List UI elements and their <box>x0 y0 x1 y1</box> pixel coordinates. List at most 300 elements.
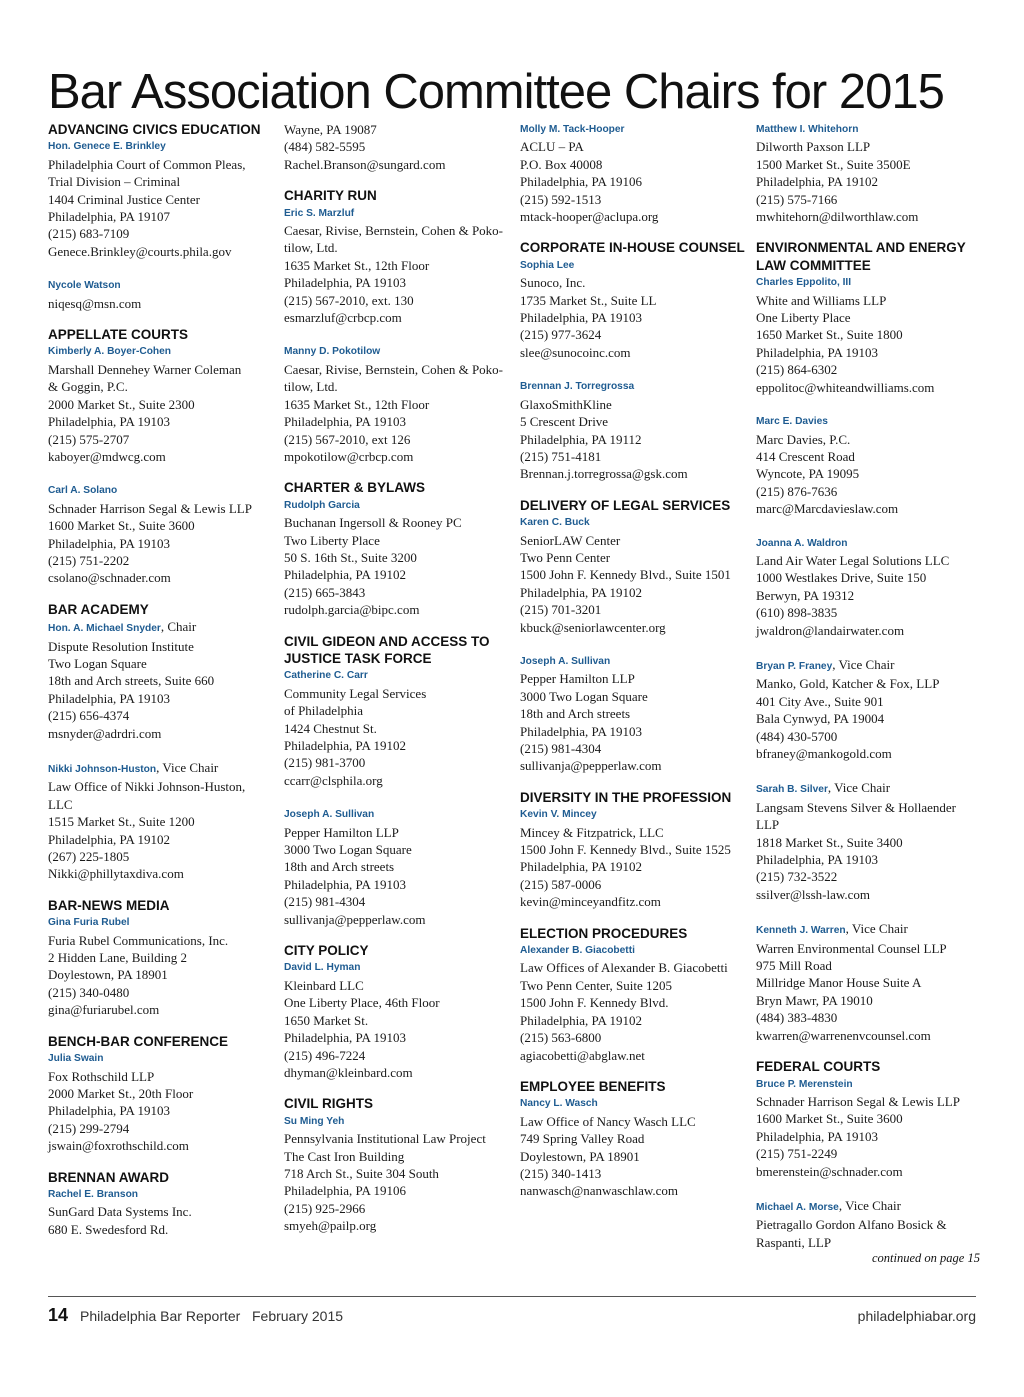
chair-name: Joseph A. Sullivan <box>520 655 611 667</box>
address-line: 1404 Criminal Justice Center <box>48 191 201 207</box>
address-line: Trial Division – Criminal <box>48 174 181 190</box>
chair-entry <box>520 378 746 482</box>
chair-entry <box>520 1095 746 1199</box>
chair-entry <box>520 514 746 636</box>
chair-name: Molly M. Tack-Hooper <box>520 124 625 135</box>
committee-heading: CHARTER & BYLAWS <box>284 480 425 496</box>
email-link[interactable]: gina@furiarubel.com <box>48 1002 160 1018</box>
email-link[interactable]: msnyder@adrdri.com <box>48 725 162 741</box>
address-line: Philadelphia, PA 19102 <box>756 174 878 190</box>
address-line: 680 E. Swedesford Rd. <box>48 1221 169 1237</box>
email-link[interactable]: kaboyer@mdwcg.com <box>48 448 166 464</box>
email-link[interactable]: esmarzluf@crbcp.com <box>284 310 402 326</box>
chair-entry <box>756 1197 982 1251</box>
chair-name: Kimberly A. Boyer-Cohen <box>48 346 172 358</box>
address-line: (215) 665-3843 <box>284 584 366 600</box>
email-link[interactable]: sullivanja@pepperlaw.com <box>284 911 426 927</box>
email-link[interactable]: agiacobetti@abglaw.net <box>520 1047 645 1063</box>
committee-heading: DELIVERY OF LEGAL SERVICES <box>520 497 731 513</box>
column-2 <box>284 121 510 1235</box>
address-line: (215) 981-4304 <box>520 741 602 756</box>
chair-name-line <box>48 759 274 778</box>
chair-name: Alexander B. Giacobetti <box>520 945 635 957</box>
chair-name: Brennan J. Torregrossa <box>520 381 635 393</box>
chair-name-line <box>520 1095 746 1112</box>
email-link[interactable]: kbuck@seniorlawcenter.org <box>520 619 666 635</box>
address-line: 1500 John F. Kennedy Blvd. <box>520 995 669 1011</box>
address-line: Marc Davies, P.C. <box>756 431 851 447</box>
address-line: 1635 Market St., 12th Floor <box>284 257 430 273</box>
address-line: Dispute Resolution Institute <box>48 638 194 654</box>
chair-entry <box>48 1050 274 1154</box>
chair-name-line <box>284 1113 510 1130</box>
address-line: (215) 701-3201 <box>520 602 602 618</box>
chair-name-line <box>756 274 982 291</box>
address-line: Dilworth Paxson LLP <box>756 139 871 155</box>
chair-name-line <box>48 277 274 294</box>
address-line: 3000 Two Logan Square <box>520 688 648 704</box>
chair-name-line <box>520 257 746 274</box>
page-number: 14 <box>48 1305 69 1325</box>
address-line: SeniorLAW Center <box>520 532 621 548</box>
committee-heading: CORPORATE IN-HOUSE COUNSEL <box>520 240 745 256</box>
address-line: (484) 383-4830 <box>756 1010 838 1026</box>
chair-name-line <box>756 1076 982 1093</box>
chair-role: , Vice Chair <box>827 780 891 796</box>
chair-name: Rudolph Garcia <box>284 499 360 511</box>
address-line: GlaxoSmithKline <box>520 396 612 412</box>
committee-heading: BENCH-BAR CONFERENCE <box>48 1033 229 1049</box>
address-line: Manko, Gold, Katcher & Fox, LLP <box>756 676 940 692</box>
address-line: 1735 Market St., Suite LL <box>520 292 657 308</box>
address-line: Buchanan Ingersoll & Rooney PC <box>284 515 462 531</box>
email-link[interactable]: ssilver@lssh-law.com <box>756 886 871 902</box>
address-line: Sunoco, Inc. <box>520 275 586 291</box>
chair-entry <box>756 274 982 396</box>
email-link[interactable]: Rachel.Branson@sungard.com <box>284 156 446 172</box>
address-line: Langsam Stevens Silver & Hollaender <box>756 799 957 815</box>
chair-name: Karen C. Buck <box>520 517 590 529</box>
address-line: Philadelphia, PA 19103 <box>48 1103 170 1119</box>
chair-entry <box>48 618 274 742</box>
address-line: 2000 Market St., Suite 2300 <box>48 396 195 412</box>
chair-name-line <box>284 959 510 976</box>
address-line: Philadelphia, PA 19102 <box>520 859 642 875</box>
chair-name: Charles Eppolito, III <box>756 277 852 289</box>
address-line: Philadelphia, PA 19103 <box>756 344 878 360</box>
address-line: ACLU – PA <box>520 139 584 155</box>
chair-name: Sophia Lee <box>520 259 575 271</box>
address-line: of Philadelphia <box>284 703 364 719</box>
chair-entry <box>284 497 510 619</box>
address-line: Two Liberty Place <box>284 532 380 548</box>
address-line: 718 Arch St., Suite 304 South <box>284 1165 439 1181</box>
chair-name-line <box>520 514 746 531</box>
chair-name-line <box>756 1197 982 1216</box>
address-line: 1500 Market St., Suite 3500E <box>756 156 911 172</box>
address-line: 1500 John F. Kennedy Blvd., Suite 1525 <box>520 842 731 858</box>
address-line: One Liberty Place, 46th Floor <box>284 995 440 1011</box>
address-line: Philadelphia, PA 19103 <box>284 414 406 430</box>
address-line: (215) 340-0480 <box>48 984 130 1000</box>
email-link[interactable]: csolano@schnader.com <box>48 570 171 586</box>
chair-entry <box>284 121 510 173</box>
address-line: 1600 Market St., Suite 3600 <box>756 1111 903 1127</box>
chair-entry <box>48 343 274 465</box>
address-line: 1424 Chestnut St. <box>284 720 377 736</box>
address-line: Fox Rothschild LLP <box>48 1068 155 1084</box>
address-line: (215) 876-7636 <box>756 483 838 499</box>
address-line: (215) 925-2966 <box>284 1200 366 1216</box>
publication-info: Philadelphia Bar Reporter February 2015 <box>80 1308 344 1324</box>
address-line: (215) 864-6302 <box>756 362 838 378</box>
chair-name: Nycole Watson <box>48 280 121 292</box>
address-line: (215) 567-2010, ext 126 <box>284 431 411 447</box>
chair-name: Bruce P. Merenstein <box>756 1078 853 1090</box>
address-line: Philadelphia Court of Common Pleas, <box>48 156 246 172</box>
address-line: 1650 Market St., Suite 1800 <box>756 327 903 343</box>
chair-name-line <box>520 942 746 959</box>
chair-entry <box>756 535 982 639</box>
address-line: Philadelphia, PA 19103 <box>520 723 642 739</box>
address-line: (215) 977-3624 <box>520 327 602 343</box>
chair-name: Hon. A. Michael Snyder <box>48 623 161 635</box>
email-link[interactable]: ccarr@clsphila.org <box>284 772 383 788</box>
address-line: tilow, Ltd. <box>284 240 338 256</box>
committee-heading: FEDERAL COURTS <box>756 1059 881 1075</box>
email-link[interactable]: bmerenstein@schnader.com <box>756 1163 903 1179</box>
committee-heading: BRENNAN AWARD <box>48 1169 169 1185</box>
chair-name-line <box>48 482 274 499</box>
continued-note: continued on page 15 <box>872 1251 980 1265</box>
chair-name: Joseph A. Sullivan <box>284 809 375 821</box>
email-link[interactable]: jwaldron@landairwater.com <box>756 622 905 638</box>
committee-heading: CITY POLICY <box>284 943 369 959</box>
chair-name-line <box>756 121 982 138</box>
email-link[interactable]: mtack-hooper@aclupa.org <box>520 209 659 225</box>
chair-entry <box>756 121 982 225</box>
website-link[interactable]: philadelphiabar.org <box>857 1308 976 1324</box>
chair-entry <box>284 343 510 465</box>
address-line: Millridge Manor House Suite A <box>756 975 922 991</box>
chair-name-line <box>48 1050 274 1067</box>
email-link[interactable]: Brennan.j.torregrossa@gsk.com <box>520 466 688 482</box>
address-line: Philadelphia, PA 19106 <box>520 174 642 190</box>
address-line: Mincey & Fitzpatrick, LLC <box>520 824 664 840</box>
address-line: Schnader Harrison Segal & Lewis LLP <box>756 1093 960 1109</box>
email-link[interactable]: Genece.Brinkley@courts.phila.gov <box>48 243 232 259</box>
email-link[interactable]: rudolph.garcia@bipc.com <box>284 602 420 618</box>
address-line: 414 Crescent Road <box>756 448 855 464</box>
address-line: Two Penn Center, Suite 1205 <box>520 977 673 993</box>
email-link[interactable]: kwarren@warrenenvcounsel.com <box>756 1027 931 1043</box>
address-line: 50 S. 16th St., Suite 3200 <box>284 549 417 565</box>
committee-heading: EMPLOYEE BENEFITS <box>520 1078 666 1094</box>
chair-entry <box>520 942 746 1064</box>
address-line: Philadelphia, PA 19103 <box>756 852 878 868</box>
chair-entry <box>284 667 510 789</box>
address-line: (215) 683-7109 <box>48 226 130 242</box>
committee-heading: ENVIRONMENTAL AND ENERGY LAW COMMITTEE <box>756 240 966 273</box>
email-link[interactable]: niqesq@msn.com <box>48 295 142 311</box>
chair-entry <box>756 413 982 517</box>
chair-name: David L. Hyman <box>284 962 361 974</box>
address-line: 1000 Westlakes Drive, Suite 150 <box>756 570 927 586</box>
chair-name-line <box>756 779 982 798</box>
chair-name-line <box>48 618 274 637</box>
chair-name: Gina Furia Rubel <box>48 917 130 929</box>
address-line: Law Offices of Alexander B. Giacobetti <box>520 960 728 976</box>
address-line: (215) 587-0006 <box>520 876 602 892</box>
address-line: (215) 575-7166 <box>756 191 838 207</box>
address-line: (484) 430-5700 <box>756 728 838 744</box>
chair-role: , Vice Chair <box>156 760 219 775</box>
email-link[interactable]: slee@sunocoinc.com <box>520 344 631 360</box>
address-line: Caesar, Rivise, Bernstein, Cohen & Poko- <box>284 223 504 239</box>
address-line: Pietragallo Gordon Alfano Bosick & <box>756 1217 947 1233</box>
address-line: One Liberty Place <box>756 310 851 326</box>
chair-name: Hon. Genece E. Brinkley <box>48 141 166 153</box>
chair-name: Kevin V. Mincey <box>520 809 597 821</box>
committee-heading: CIVIL RIGHTS <box>284 1096 374 1112</box>
chair-role: , Vice Chair <box>845 921 908 937</box>
address-line: Land Air Water Legal Solutions LLC <box>756 552 950 568</box>
chair-name-line <box>284 205 510 222</box>
chair-name-line <box>756 413 982 430</box>
address-line: (484) 582-5595 <box>284 139 366 155</box>
chair-name-line <box>284 806 510 823</box>
address-line: Law Office of Nancy Wasch LLC <box>520 1113 696 1129</box>
chair-name-line <box>520 121 746 138</box>
chair-name: Nancy L. Wasch <box>520 1098 598 1110</box>
address-line: (215) 656-4374 <box>48 708 130 724</box>
chair-name-line <box>284 343 510 360</box>
email-link[interactable]: sullivanja@pepperlaw.com <box>520 758 662 774</box>
chair-name: Michael A. Morse <box>756 1201 839 1213</box>
address-line: 18th and Arch streets, Suite 660 <box>48 673 215 689</box>
committee-heading: BAR-NEWS MEDIA <box>48 897 170 913</box>
address-line: LLP <box>756 817 780 833</box>
address-line: (215) 751-4181 <box>520 448 602 464</box>
address-line: Philadelphia, PA 19103 <box>284 1030 406 1046</box>
address-line: Philadelphia, PA 19103 <box>284 876 406 892</box>
address-line: Berwyn, PA 19312 <box>756 587 855 603</box>
address-line: Doylestown, PA 18901 <box>48 967 168 983</box>
address-line: P.O. Box 40008 <box>520 156 603 172</box>
address-line: (215) 340-1413 <box>520 1165 602 1181</box>
email-link[interactable]: nanwasch@nanwaschlaw.com <box>520 1183 679 1199</box>
chair-role: , Vice Chair <box>832 656 895 672</box>
address-line: 18th and Arch streets <box>284 859 395 875</box>
address-line: (215) 567-2010, ext. 130 <box>284 292 414 308</box>
chair-entry <box>756 656 982 762</box>
address-line: Marshall Dennehey Warner Coleman <box>48 361 242 377</box>
address-line: Philadelphia, PA 19103 <box>284 275 406 291</box>
chair-name: Julia Swain <box>48 1053 104 1065</box>
address-line: Philadelphia, PA 19112 <box>520 431 642 447</box>
chair-name: Su Ming Yeh <box>284 1115 345 1127</box>
address-line: Pepper Hamilton LLP <box>284 824 399 840</box>
chair-entry <box>284 959 510 1081</box>
email-link[interactable]: mwhitehorn@dilworthlaw.com <box>756 209 919 225</box>
address-line: Warren Environmental Counsel LLP <box>756 940 947 956</box>
committee-heading: ELECTION PROCEDURES <box>520 925 688 941</box>
chair-name-line <box>520 378 746 395</box>
chair-name-line <box>48 138 274 155</box>
address-line: Philadelphia, PA 19106 <box>284 1183 406 1199</box>
address-line: Philadelphia, PA 19107 <box>48 209 170 225</box>
chair-name: Rachel E. Branson <box>48 1188 139 1200</box>
chair-name-line <box>48 914 274 931</box>
chair-entry <box>48 277 274 312</box>
address-line: Raspanti, LLP <box>756 1234 832 1250</box>
address-line: Schnader Harrison Segal & Lewis LLP <box>48 500 252 516</box>
email-link[interactable]: Nikki@phillytaxdiva.com <box>48 866 184 882</box>
email-link[interactable]: smyeh@pailp.org <box>284 1218 377 1234</box>
committee-heading: ADVANCING CIVICS EDUCATION <box>48 122 261 137</box>
chair-entry <box>284 1113 510 1235</box>
email-link[interactable]: jswain@foxrothschild.com <box>48 1138 189 1154</box>
committee-heading: APPELLATE COURTS <box>48 327 189 343</box>
address-line: 1515 Market St., Suite 1200 <box>48 814 195 830</box>
chair-entry <box>284 806 510 928</box>
address-line: Philadelphia, PA 19102 <box>284 738 406 753</box>
chair-name-line <box>284 667 510 684</box>
chair-name: Catherine C. Carr <box>284 670 368 682</box>
chair-entry <box>756 1076 982 1180</box>
address-line: 18th and Arch streets <box>520 706 631 722</box>
address-line: Wayne, PA 19087 <box>284 122 377 137</box>
chair-name: Joanna A. Waldron <box>756 537 848 549</box>
address-line: Philadelphia, PA 19103 <box>520 310 642 326</box>
address-line: (215) 732-3522 <box>756 869 838 885</box>
address-line: Kleinbard LLC <box>284 977 364 993</box>
page-footer <box>48 1305 976 1329</box>
address-line: tilow, Ltd. <box>284 379 338 395</box>
address-line: (610) 898-3835 <box>756 605 838 621</box>
chair-entry <box>756 779 982 903</box>
chair-name: Kenneth J. Warren <box>756 925 846 937</box>
address-line: (215) 751-2249 <box>756 1146 838 1162</box>
address-line: Bala Cynwyd, PA 19004 <box>756 711 885 727</box>
address-line: Community Legal Services <box>284 685 427 701</box>
email-link[interactable]: marc@Marcdavieslaw.com <box>756 501 899 517</box>
chair-name-line <box>756 920 982 939</box>
address-line: 3000 Two Logan Square <box>284 842 412 858</box>
address-line: Philadelphia, PA 19102 <box>520 584 642 600</box>
chair-role: , Chair <box>160 619 197 635</box>
address-line: 1818 Market St., Suite 3400 <box>756 834 903 850</box>
email-link[interactable]: kevin@minceyandfitz.com <box>520 894 661 910</box>
chair-entry <box>520 257 746 361</box>
address-line: Philadelphia, PA 19103 <box>48 690 170 706</box>
address-line: Philadelphia, PA 19102 <box>284 567 406 583</box>
address-line: (215) 563-6800 <box>520 1030 602 1046</box>
address-line: Two Penn Center <box>520 549 611 565</box>
chair-entry <box>756 920 982 1044</box>
address-line: (215) 751-2202 <box>48 552 130 568</box>
address-line: Law Office of Nikki Johnson-Huston, <box>48 779 246 795</box>
chair-entry <box>520 653 746 775</box>
address-line: 5 Crescent Drive <box>520 414 609 430</box>
address-line: Pennsylvania Institutional Law Project <box>284 1131 486 1147</box>
chair-name: Carl A. Solano <box>48 485 118 497</box>
chair-name: Sarah B. Silver <box>756 784 828 796</box>
email-link[interactable]: dhyman@kleinbard.com <box>284 1064 413 1080</box>
address-line: Wyncote, PA 19095 <box>756 466 860 482</box>
chair-entry <box>48 482 274 586</box>
chair-name: Eric S. Marzluf <box>284 207 355 219</box>
address-line: 2000 Market St., 20th Floor <box>48 1085 194 1101</box>
address-line: & Goggin, P.C. <box>48 379 128 395</box>
address-line: Caesar, Rivise, Bernstein, Cohen & Poko- <box>284 361 504 377</box>
address-line: Bryn Mawr, PA 19010 <box>756 992 873 1008</box>
address-line: 749 Spring Valley Road <box>520 1131 645 1147</box>
address-line: 975 Mill Road <box>756 958 832 974</box>
address-line: 1650 Market St. <box>284 1012 369 1028</box>
chair-name: Manny D. Pokotilow <box>284 346 381 358</box>
column-1 <box>48 121 274 1238</box>
address-line: Philadelphia, PA 19103 <box>48 414 170 430</box>
address-line: 1600 Market St., Suite 3600 <box>48 518 195 534</box>
address-line: White and Williams LLP <box>756 292 887 308</box>
address-line: Philadelphia, PA 19102 <box>48 831 170 847</box>
address-line: Pepper Hamilton LLP <box>520 671 635 687</box>
chair-entry <box>48 138 274 260</box>
chair-name: Matthew I. Whitehorn <box>756 124 859 135</box>
address-line: (215) 575-2707 <box>48 431 130 447</box>
chair-name-line <box>520 806 746 823</box>
email-link[interactable]: bfraney@mankogold.com <box>756 746 892 761</box>
column-3 <box>520 121 746 1200</box>
address-line: (215) 981-4304 <box>284 894 366 910</box>
chair-name-line <box>48 343 274 360</box>
address-line: SunGard Data Systems Inc. <box>48 1204 192 1220</box>
address-line: 1500 John F. Kennedy Blvd., Suite 1501 <box>520 567 731 583</box>
committee-heading: CIVIL GIDEON AND ACCESS TO JUSTICE TASK FORCE <box>284 633 490 666</box>
address-line: Philadelphia, PA 19103 <box>48 535 170 551</box>
chair-entry <box>520 806 746 910</box>
chair-name-line <box>756 535 982 552</box>
chair-name: Marc E. Davies <box>756 416 828 428</box>
chair-entry <box>284 205 510 327</box>
committee-heading: DIVERSITY IN THE PROFESSION <box>520 789 732 805</box>
column-4 <box>756 121 982 1251</box>
chair-entry <box>48 759 274 883</box>
committee-heading: CHARITY RUN <box>284 188 377 204</box>
page-title: Bar Association Committee Chairs for 2015 <box>48 65 944 119</box>
address-line: Furia Rubel Communications, Inc. <box>48 932 229 948</box>
address-line: (215) 496-7224 <box>284 1047 366 1063</box>
address-line: 2 Hidden Lane, Building 2 <box>48 950 188 966</box>
address-line: The Cast Iron Building <box>284 1148 405 1164</box>
chair-entry <box>520 121 746 225</box>
address-line: (215) 981-3700 <box>284 755 366 771</box>
chair-name-line <box>284 497 510 514</box>
email-link[interactable]: mpokotilow@crbcp.com <box>284 448 414 464</box>
address-line: LLC <box>48 796 73 812</box>
address-line: (215) 592-1513 <box>520 191 602 207</box>
chair-name: Nikki Johnson-Huston <box>48 764 157 775</box>
committee-heading: BAR ACADEMY <box>48 601 149 617</box>
email-link[interactable]: eppolitoc@whiteandwilliams.com <box>756 379 935 395</box>
chair-entry <box>48 914 274 1018</box>
address-line: 401 City Ave., Suite 901 <box>756 693 884 709</box>
address-line: Doylestown, PA 18901 <box>520 1148 640 1164</box>
chair-name-line <box>520 653 746 670</box>
chair-role: , Vice Chair <box>838 1197 901 1213</box>
address-line: Philadelphia, PA 19103 <box>756 1128 878 1144</box>
